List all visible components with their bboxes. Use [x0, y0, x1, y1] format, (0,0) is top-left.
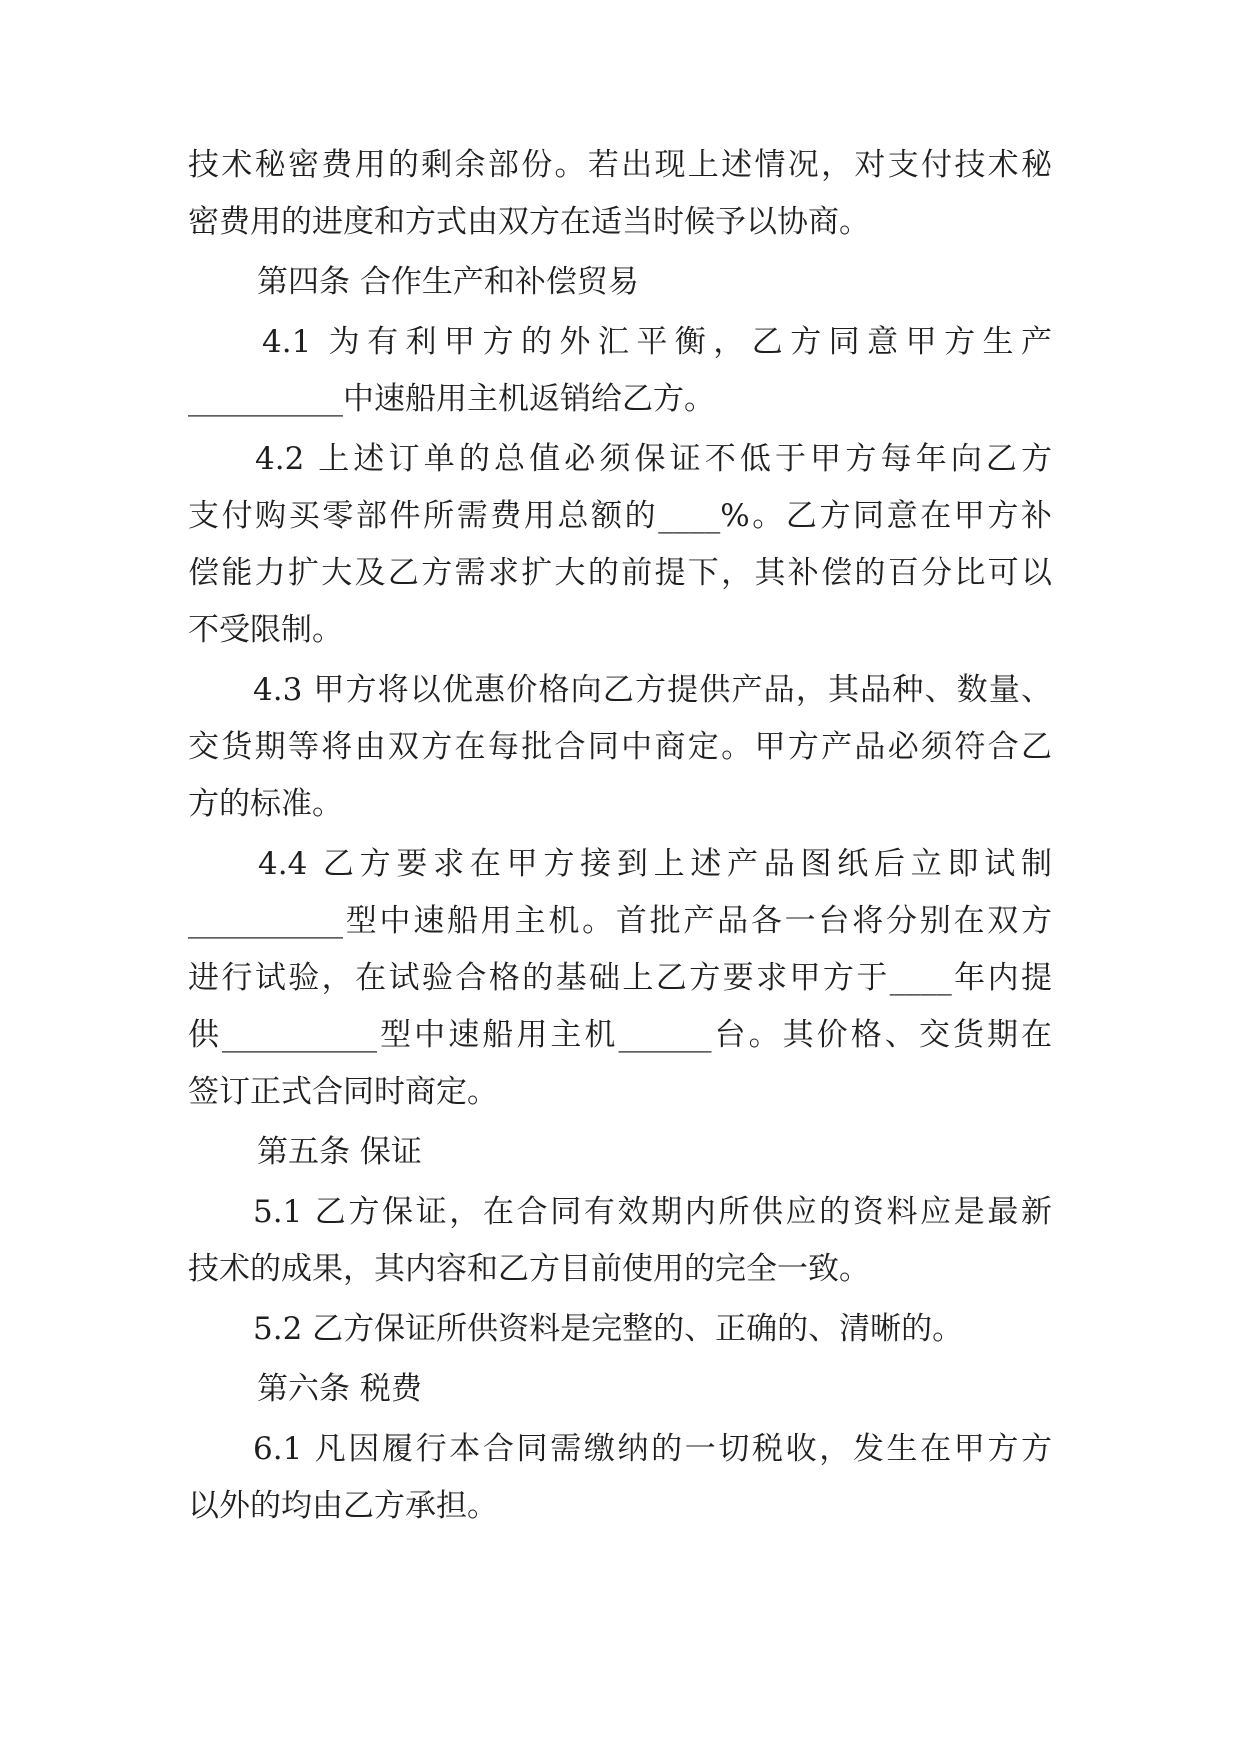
text-line: 供__________型中速船用主机______台。其价格、交货期在 — [188, 1017, 1052, 1053]
section-heading: 第四条 合作生产和补偿贸易 — [257, 264, 639, 300]
text-line: __________中速船用主机返销给乙方。 — [188, 381, 715, 417]
section-heading: 第五条 保证 — [257, 1134, 422, 1170]
text-line: 方的标准。 — [188, 786, 343, 822]
text-line: __________型中速船用主机。首批产品各一台将分别在双方 — [188, 903, 1052, 939]
text-line: 以外的均由乙方承担。 — [188, 1488, 498, 1524]
text-line: 技术的成果，其内容和乙方目前使用的完全一致。 — [188, 1251, 870, 1287]
section-heading: 第六条 税费 — [257, 1371, 422, 1407]
text-line: 4.3 甲方将以优惠价格向乙方提供产品，其品种、数量、 — [253, 672, 1052, 708]
text-line: 进行试验，在试验合格的基础上乙方要求甲方于____年内提 — [188, 960, 1052, 996]
text-line: 4.4 乙方要求在甲方接到上述产品图纸后立即试制 — [258, 846, 1052, 882]
text-line: 6.1 凡因履行本合同需缴纳的一切税收，发生在甲方方 — [253, 1431, 1052, 1467]
text-line: 支付购买零部件所需费用总额的____%。乙方同意在甲方补 — [188, 498, 1052, 534]
text-line: 交货期等将由双方在每批合同中商定。甲方产品必须符合乙 — [188, 729, 1052, 765]
text-line: 偿能力扩大及乙方需求扩大的前提下，其补偿的百分比可以 — [188, 555, 1052, 591]
text-line: 不受限制。 — [188, 612, 343, 648]
text-line: 密费用的进度和方式由双方在适当时候予以协商。 — [188, 204, 870, 240]
text-line: 5.2 乙方保证所供资料是完整的、正确的、清晰的。 — [253, 1311, 964, 1347]
text-line: 签订正式合同时商定。 — [188, 1074, 498, 1110]
text-line: 5.1 乙方保证，在合同有效期内所供应的资料应是最新 — [253, 1194, 1052, 1230]
text-line: 4.1 为有利甲方的外汇平衡，乙方同意甲方生产 — [262, 324, 1052, 360]
text-line: 技术秘密费用的剩余部份。若出现上述情况，对支付技术秘 — [188, 147, 1052, 183]
text-line: 4.2 上述订单的总值必须保证不低于甲方每年向乙方 — [255, 441, 1052, 477]
